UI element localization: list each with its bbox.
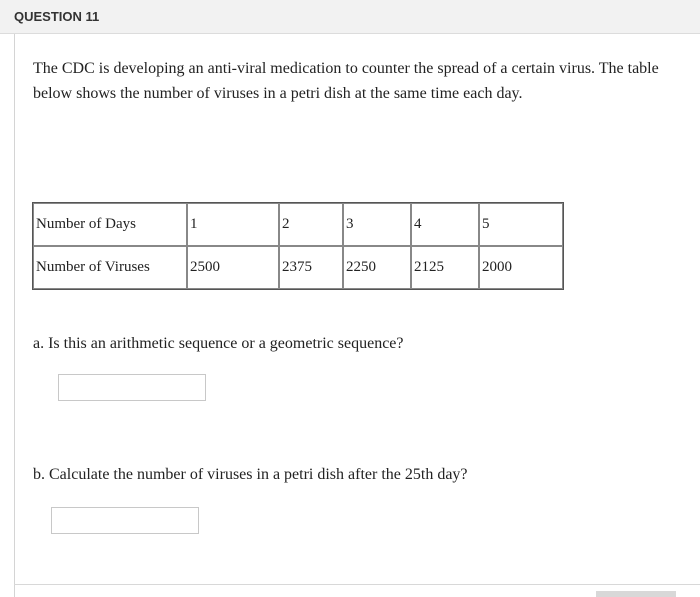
question-header — [0, 0, 700, 34]
table-cell: 2375 — [279, 246, 343, 289]
table-cell: 2250 — [343, 246, 411, 289]
row-header-viruses: Number of Viruses — [33, 246, 187, 289]
bottom-divider — [14, 584, 700, 585]
table-cell: 2000 — [479, 246, 563, 289]
data-table — [32, 202, 564, 290]
table-row-days — [33, 203, 563, 246]
table-cell: 2125 — [411, 246, 479, 289]
table-cell: 4 — [411, 203, 479, 246]
table-cell: 3 — [343, 203, 411, 246]
table-row-viruses — [33, 246, 563, 289]
part-b-answer-field[interactable] — [51, 507, 199, 534]
next-question-bar — [596, 591, 676, 597]
table-cell: 2500 — [187, 246, 279, 289]
question-prompt: The CDC is developing an anti-viral medication to counter the spread of a certain virus. The table below shows the number of viruses in a petri dish at the same time each day. — [33, 60, 659, 102]
part-a-answer-field[interactable] — [58, 374, 206, 401]
table-cell: 1 — [187, 203, 279, 246]
row-header-days: Number of Days — [33, 203, 187, 246]
part-a-question: a. Is this an arithmetic sequence or a geometric sequence? — [33, 335, 404, 352]
table-cell: 2 — [279, 203, 343, 246]
part-b-question: b. Calculate the number of viruses in a petri dish after the 25th day? — [33, 466, 468, 483]
left-divider — [14, 34, 15, 597]
question-title: QUESTION 11 — [14, 9, 100, 24]
table-cell: 5 — [479, 203, 563, 246]
